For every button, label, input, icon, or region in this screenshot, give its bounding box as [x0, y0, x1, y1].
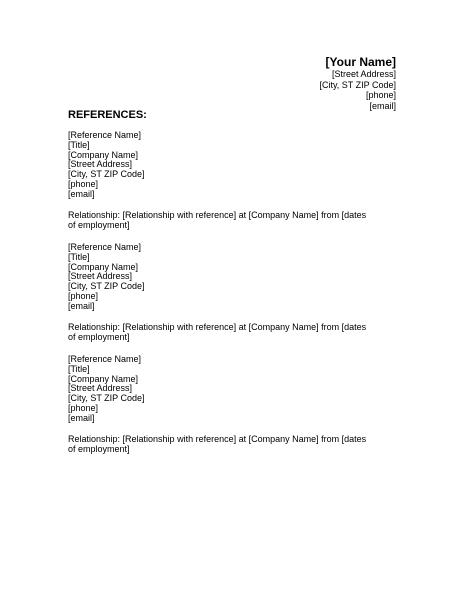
reference-company: [Company Name] [68, 373, 139, 384]
reference-email: [email] [68, 188, 95, 199]
reference-relationship: Relationship: [Relationship with reference] at [Company Name] from [dates of employment] [68, 433, 367, 454]
reference-block-1 [68, 131, 368, 230]
reference-name: [Reference Name] [68, 130, 142, 140]
reference-block-2 [68, 243, 368, 342]
header-phone: [phone] [365, 90, 396, 100]
reference-phone: [phone] [68, 178, 99, 189]
reference-name: [Reference Name] [68, 354, 142, 364]
references-heading: REFERENCES: [68, 109, 147, 121]
reference-phone: [phone] [68, 290, 99, 301]
your-name: [Your Name] [325, 55, 396, 69]
reference-title: [Title] [68, 251, 90, 262]
contact-header [319, 55, 396, 111]
header-city-state-zip: [City, ST ZIP Code] [319, 79, 396, 90]
reference-company: [Company Name] [68, 261, 139, 272]
reference-street-address: [Street Address] [68, 159, 133, 170]
reference-title: [Title] [68, 363, 90, 374]
reference-relationship: Relationship: [Relationship with reference] at [Company Name] from [dates of employment] [68, 321, 367, 342]
reference-title: [Title] [68, 139, 90, 150]
reference-company: [Company Name] [68, 149, 139, 160]
reference-email: [email] [68, 300, 95, 311]
reference-relationship: Relationship: [Relationship with reference] at [Company Name] from [dates of employment] [68, 209, 367, 230]
reference-street-address: [Street Address] [68, 271, 133, 282]
reference-street-address: [Street Address] [68, 383, 133, 394]
reference-city-state-zip: [City, ST ZIP Code] [68, 169, 145, 180]
reference-city-state-zip: [City, ST ZIP Code] [68, 281, 145, 292]
header-street-address: [Street Address] [331, 69, 396, 79]
reference-block-3 [68, 355, 368, 454]
header-email: [email] [369, 100, 396, 111]
reference-email: [email] [68, 412, 95, 423]
reference-city-state-zip: [City, ST ZIP Code] [68, 393, 145, 404]
reference-phone: [phone] [68, 402, 99, 413]
reference-name: [Reference Name] [68, 242, 142, 252]
